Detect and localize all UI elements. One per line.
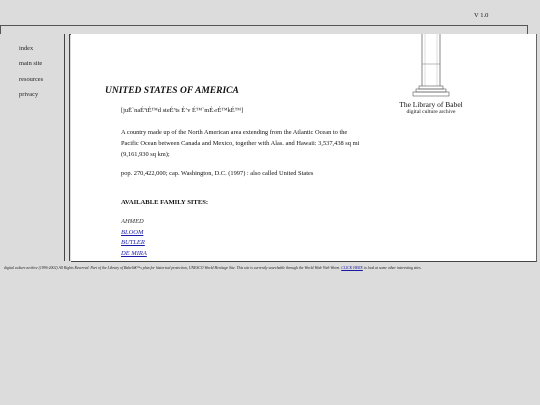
family-sites-heading: AVAILABLE FAMILY SITES: [121,199,209,206]
column-icon [391,34,471,100]
content-frame [71,34,537,262]
footer-link[interactable]: CLICK HERE [341,266,363,270]
logo-subtitle: digital culture archive [406,109,456,115]
nav-item-index[interactable]: index [19,45,34,52]
pronunciation: [juË`naÉªtÉ™d steÉªts É’v É™`mÉ›rÉ™kÉ™] [121,107,244,114]
footer-tail: to look at some other interesting sites. [362,266,422,270]
nav-item-privacy[interactable]: privacy [19,91,39,99]
footer-text: digital culture archive (1996-2002) All Rights Reserved. Part of the Library of Babelâ€™s plan for historical protection, UNESCO World Heritage Site. This site is currently searchable through the World Wide Web Worm. [4,266,341,270]
footer [4,266,536,270]
family-sites-list [121,217,147,259]
nav-list [19,46,43,108]
site-item [121,217,147,228]
country-heading: UNITED STATES OF AMERICA [105,86,239,96]
site-link[interactable]: BLOOM [121,228,144,236]
logo-title: The Library of Babel [399,100,463,109]
site-name: AHMED [121,218,144,225]
frame-divider[interactable] [65,34,70,261]
version-label: V 1.0 [474,12,489,19]
site-link[interactable]: BUTLER [121,239,145,247]
site-link[interactable]: DE MIRA [121,249,147,257]
nav-item-main-site[interactable]: main site [19,60,43,68]
nav-item-resources[interactable]: resources [19,75,44,83]
library-logo [391,34,471,118]
sidebar [0,34,65,261]
country-description: A country made up of the North American area extending from the Atlantic Ocean to the Pacific Ocean between Canada and Mexico, together with Alas. and Hawaii: 3,537,438 sq mi (9,161,930 sq km); [121,129,360,159]
population-line: pop. 270,422,000; cap. Washington, D.C. (1997) : also called United States [121,170,314,177]
site-item [121,249,147,260]
site-item [121,228,147,239]
site-item [121,238,147,249]
